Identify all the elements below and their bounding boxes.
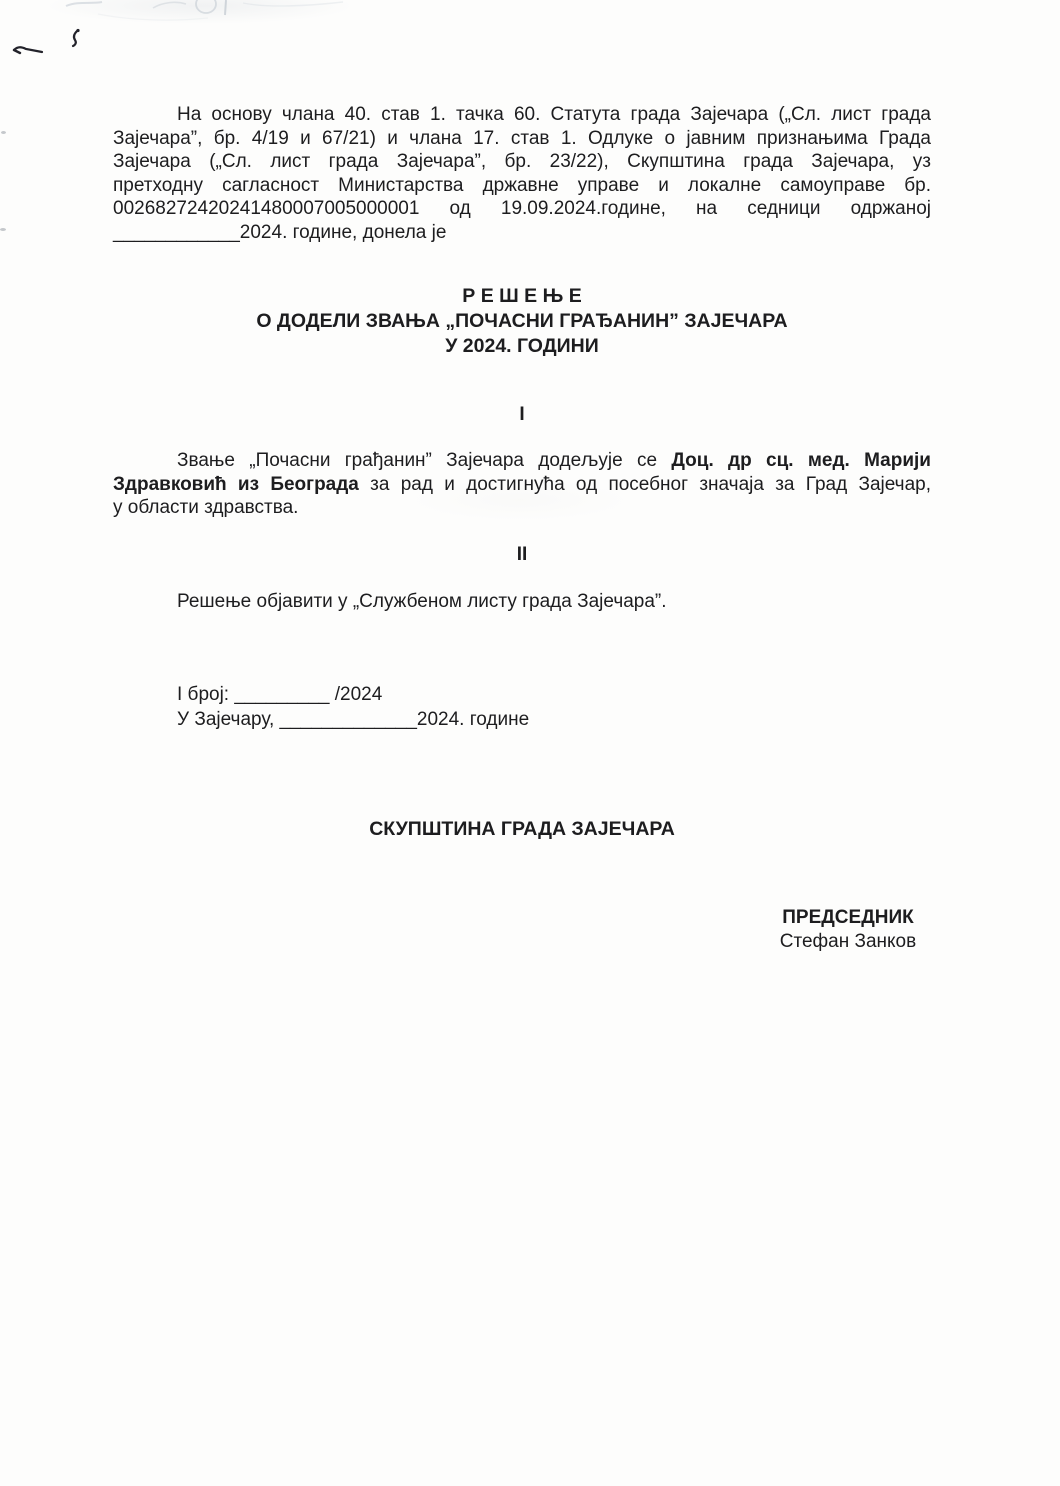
issuing-authority: СКУПШТИНА ГРАДА ЗАЈЕЧАРА	[369, 818, 675, 840]
signature-block	[763, 906, 933, 953]
title-year: У 2024. ГОДИНИ	[445, 335, 599, 357]
intro-line: 00268272420241480007005000001 од 19.09.2024.године, на седници одржаној	[113, 198, 931, 219]
intro-line: претходну сагласност Министарства државне управе и локалне самоуправе бр.	[113, 174, 931, 196]
section-two-paragraph	[113, 590, 931, 614]
stamp-residue-mark	[58, 0, 358, 26]
section-one-numeral: I	[519, 404, 525, 425]
scan-speck	[1, 131, 6, 134]
title-subject: О ДОДЕЛИ ЗВАЊА „ПОЧАСНИ ГРАЂАНИН” ЗАЈЕЧАРА	[256, 310, 788, 332]
awardee-name-part1: Доц. др сц. мед. Марији	[671, 450, 931, 471]
award-sentence-start: Звање „Почасни грађанин” Зајечара додељује се	[177, 450, 672, 471]
intro-line: Зајечара”, бр. 4/19 и 67/21) и члана 17. став 1. Одлуке о јавним признањима Града	[113, 127, 931, 149]
awardee-name-part2: Здравковић из Београда	[113, 473, 359, 495]
scan-speck	[0, 228, 6, 231]
section-one-line	[113, 473, 931, 497]
case-number-line: I број: _________ /2024	[177, 684, 383, 705]
pen-mark-icon	[68, 28, 84, 50]
title-word: Р Е Ш Е Њ Е	[462, 285, 582, 307]
intro-line: Зајечара („Сл. лист града Зајечара”, бр. 23/22), Скупштина града Зајечара, уз	[113, 151, 931, 172]
section-one-line	[113, 449, 931, 473]
section-one-line: у области здравства.	[113, 497, 299, 518]
intro-line-blank-date: ____________2024. године, донела је	[113, 221, 447, 243]
document-title	[113, 284, 931, 359]
place-date-line: У Зајечару, _____________2024. године	[177, 709, 530, 730]
intro-line: На основу члана 40. став 1. тачка 60. Статута града Зајечара („Сл. лист града	[177, 104, 931, 125]
reference-block	[113, 682, 931, 732]
pen-mark-icon	[12, 42, 46, 58]
intro-paragraph	[113, 103, 931, 244]
section-one-paragraph	[113, 449, 931, 520]
signatory-role: ПРЕДСЕДНИК	[782, 907, 914, 928]
publication-sentence: Решење објавити у „Службеном листу града Зајечара”.	[177, 591, 667, 612]
section-two-numeral: II	[516, 544, 528, 565]
award-sentence-continuation: за рад и достигнућа од посебног значаја за Град Зајечар,	[358, 473, 931, 495]
signatory-name: Стефан Занков	[779, 930, 917, 952]
